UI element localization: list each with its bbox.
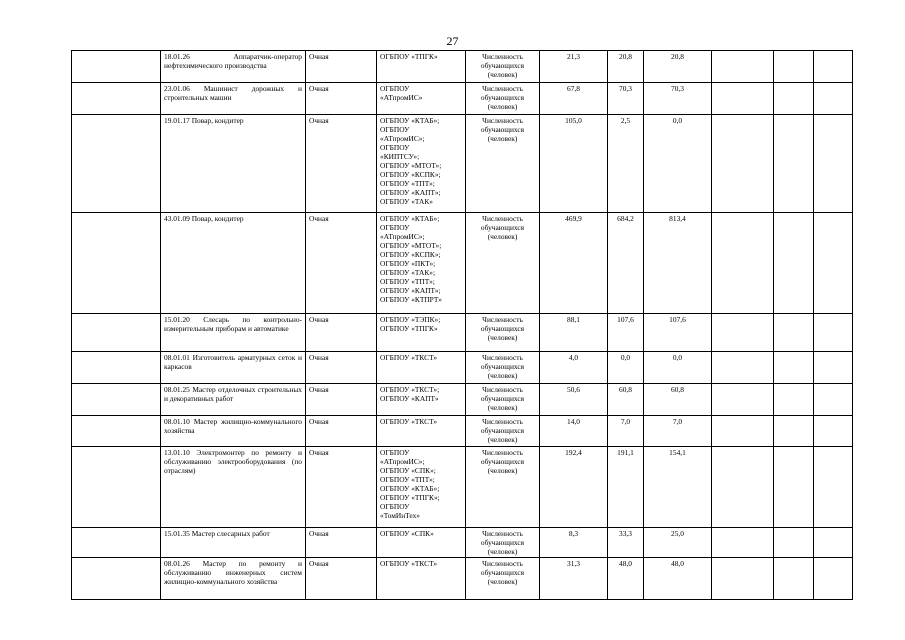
organization-name: ОГБПОУ «ТПГК» — [380, 52, 438, 61]
organizations-cell — [377, 528, 466, 558]
empty-cell — [72, 416, 161, 447]
value-cell-2: 0,0 — [608, 352, 644, 384]
specialty-name-cell: 19.01.17 Повар, кондитер — [161, 115, 306, 213]
value-cell-2: 60,8 — [608, 384, 644, 416]
empty-cell — [814, 558, 853, 600]
table-row — [72, 558, 853, 600]
value-cell-2: 684,2 — [608, 213, 644, 314]
value-cell-1: 192,4 — [540, 447, 608, 528]
organization-name: ОГБПОУ «ТКСТ» — [380, 559, 438, 568]
organization-name: ОГБПОУ «ТКСТ» — [380, 417, 438, 426]
value-cell-1: 21,3 — [540, 51, 608, 83]
organization-name: ОГБПОУ «ПКТ»; — [380, 259, 436, 268]
organization-name: ОГБПОУ — [380, 502, 410, 511]
value-cell-3: 0,0 — [644, 352, 712, 384]
unit-cell: Численность обучающихся (человек) — [466, 314, 540, 352]
unit-cell: Численность обучающихся (человек) — [466, 447, 540, 528]
empty-cell — [72, 558, 161, 600]
organizations-cell — [377, 447, 466, 528]
table-row — [72, 83, 853, 115]
empty-cell — [774, 352, 814, 384]
table-row — [72, 51, 853, 83]
value-cell-2: 20,8 — [608, 51, 644, 83]
organization-name: ОГБПОУ «ТКСТ»; — [380, 385, 440, 394]
unit-cell: Численность обучающихся (человек) — [466, 558, 540, 600]
specialty-name-cell: 13.01.10 Электромонтер по ремонту и обслуживанию электрооборудования (по отраслям) — [161, 447, 306, 528]
empty-cell — [72, 51, 161, 83]
empty-cell — [712, 447, 774, 528]
empty-cell — [72, 528, 161, 558]
unit-cell: Численность обучающихся (человек) — [466, 416, 540, 447]
organization-name: ОГБПОУ «КТАБ»; — [380, 484, 440, 493]
value-cell-2: 2,5 — [608, 115, 644, 213]
empty-cell — [814, 213, 853, 314]
study-form-cell: Очная — [306, 558, 377, 600]
empty-cell — [814, 51, 853, 83]
organization-name: ОГБПОУ «КАПТ»; — [380, 286, 441, 295]
empty-cell — [72, 115, 161, 213]
empty-cell — [712, 558, 774, 600]
organizations-cell — [377, 115, 466, 213]
empty-cell — [712, 51, 774, 83]
value-cell-3: 7,0 — [644, 416, 712, 447]
page-number: 27 — [446, 34, 459, 48]
value-cell-1: 8,3 — [540, 528, 608, 558]
value-cell-2: 48,0 — [608, 558, 644, 600]
study-form-cell: Очная — [306, 51, 377, 83]
table-row — [72, 384, 853, 416]
empty-cell — [72, 314, 161, 352]
empty-cell — [72, 213, 161, 314]
organization-name: ОГБПОУ — [380, 448, 410, 457]
organizations-cell — [377, 352, 466, 384]
value-cell-2: 107,6 — [608, 314, 644, 352]
unit-cell: Численность обучающихся (человек) — [466, 213, 540, 314]
organization-name: «КИПТСУ»; — [380, 152, 420, 161]
organization-name: ОГБПОУ «ТПТ»; — [380, 277, 435, 286]
organization-name: ОГБПОУ «СПК»; — [380, 466, 436, 475]
value-cell-1: 31,3 — [540, 558, 608, 600]
value-cell-1: 469,9 — [540, 213, 608, 314]
organization-name: ОГБПОУ «КТАБ»; — [380, 116, 440, 125]
organizations-cell — [377, 83, 466, 115]
organization-name: ОГБПОУ «КСПК»; — [380, 170, 441, 179]
empty-cell — [774, 51, 814, 83]
empty-cell — [774, 83, 814, 115]
organization-name: ОГБПОУ «МТОТ»; — [380, 161, 442, 170]
unit-cell: Численность обучающихся (человек) — [466, 51, 540, 83]
table-row — [72, 115, 853, 213]
empty-cell — [712, 314, 774, 352]
organization-name: ОГБПОУ «КСПК»; — [380, 250, 441, 259]
organizations-cell — [377, 558, 466, 600]
specialty-name-cell: 15.01.35 Мастер слесарных работ — [161, 528, 306, 558]
study-form-cell: Очная — [306, 314, 377, 352]
organizations-cell — [377, 213, 466, 314]
organization-name: ОГБПОУ — [380, 223, 410, 232]
study-form-cell: Очная — [306, 83, 377, 115]
value-cell-3: 48,0 — [644, 558, 712, 600]
data-table — [71, 50, 853, 600]
empty-cell — [814, 384, 853, 416]
empty-cell — [814, 115, 853, 213]
value-cell-3: 154,1 — [644, 447, 712, 528]
organization-name: ОГБПОУ — [380, 84, 410, 93]
organization-name: ОГБПОУ «ТПТ»; — [380, 475, 435, 484]
value-cell-1: 67,8 — [540, 83, 608, 115]
organization-name: ОГБПОУ «ТПГК»; — [380, 493, 440, 502]
table-row — [72, 447, 853, 528]
empty-cell — [72, 83, 161, 115]
organization-name: ОГБПОУ «МТОТ»; — [380, 241, 442, 250]
empty-cell — [774, 115, 814, 213]
organization-name: ОГБПОУ — [380, 125, 410, 134]
value-cell-3: 25,0 — [644, 528, 712, 558]
study-form-cell: Очная — [306, 528, 377, 558]
organization-name: ОГБПОУ «ТПГК» — [380, 324, 438, 333]
unit-cell: Численность обучающихся (человек) — [466, 384, 540, 416]
empty-cell — [774, 558, 814, 600]
empty-cell — [774, 213, 814, 314]
value-cell-2: 191,1 — [608, 447, 644, 528]
organization-name: ОГБПОУ «КТПРТ» — [380, 295, 442, 304]
empty-cell — [72, 352, 161, 384]
value-cell-1: 105,0 — [540, 115, 608, 213]
organization-name: ОГБПОУ «ТПТ»; — [380, 179, 435, 188]
table-row — [72, 352, 853, 384]
specialty-name-cell: 23.01.06 Машинист дорожных и строительных машин — [161, 83, 306, 115]
study-form-cell: Очная — [306, 115, 377, 213]
table-row — [72, 213, 853, 314]
specialty-name-cell: 08.01.10 Мастер жилищно-коммунального хозяйства — [161, 416, 306, 447]
empty-cell — [712, 213, 774, 314]
value-cell-2: 70,3 — [608, 83, 644, 115]
organization-name: ОГБПОУ «ТЭПК»; — [380, 315, 441, 324]
value-cell-3: 70,3 — [644, 83, 712, 115]
organizations-cell — [377, 384, 466, 416]
organization-name: «АТпромИС»; — [380, 457, 425, 466]
specialty-name-cell: 15.01.20 Слесарь по контрольно-измерительным приборам и автоматике — [161, 314, 306, 352]
empty-cell — [712, 83, 774, 115]
organizations-cell — [377, 416, 466, 447]
organization-name: «АТпромИС» — [380, 93, 423, 102]
organization-name: ОГБПОУ — [380, 143, 410, 152]
empty-cell — [814, 416, 853, 447]
value-cell-3: 60,8 — [644, 384, 712, 416]
empty-cell — [712, 115, 774, 213]
empty-cell — [774, 416, 814, 447]
organization-name: ОГБПОУ «КТАБ»; — [380, 214, 440, 223]
value-cell-1: 88,1 — [540, 314, 608, 352]
empty-cell — [712, 528, 774, 558]
value-cell-2: 33,3 — [608, 528, 644, 558]
organization-name: ОГБПОУ «ТАК» — [380, 197, 433, 206]
value-cell-2: 7,0 — [608, 416, 644, 447]
specialty-name-cell: 43.01.09 Повар, кондитер — [161, 213, 306, 314]
empty-cell — [72, 447, 161, 528]
organizations-cell — [377, 314, 466, 352]
organization-name: ОГБПОУ «СПК» — [380, 529, 434, 538]
organization-name: «ТомИнТех» — [380, 511, 420, 520]
study-form-cell: Очная — [306, 352, 377, 384]
table-row — [72, 528, 853, 558]
empty-cell — [774, 447, 814, 528]
value-cell-3: 813,4 — [644, 213, 712, 314]
empty-cell — [72, 384, 161, 416]
unit-cell: Численность обучающихся (человек) — [466, 83, 540, 115]
empty-cell — [712, 416, 774, 447]
empty-cell — [814, 314, 853, 352]
study-form-cell: Очная — [306, 416, 377, 447]
specialty-name-cell: 08.01.01 Изготовитель арматурных сеток и каркасов — [161, 352, 306, 384]
organization-name: ОГБПОУ «КАПТ»; — [380, 188, 441, 197]
organization-name: ОГБПОУ «ТАК»; — [380, 268, 436, 277]
empty-cell — [774, 528, 814, 558]
unit-cell: Численность обучающихся (человек) — [466, 352, 540, 384]
specialty-name-cell: 08.01.26 Мастер по ремонту и обслуживанию инженерных систем жилищно-коммунального хозяйства — [161, 558, 306, 600]
table-row — [72, 416, 853, 447]
value-cell-1: 4,0 — [540, 352, 608, 384]
unit-cell: Численность обучающихся (человек) — [466, 528, 540, 558]
empty-cell — [814, 352, 853, 384]
empty-cell — [774, 384, 814, 416]
organization-name: ОГБПОУ «ТКСТ» — [380, 353, 438, 362]
empty-cell — [814, 447, 853, 528]
study-form-cell: Очная — [306, 213, 377, 314]
empty-cell — [814, 83, 853, 115]
value-cell-3: 107,6 — [644, 314, 712, 352]
organization-name: «АТпромИС»; — [380, 232, 425, 241]
empty-cell — [774, 314, 814, 352]
organization-name: «АТпромИС»; — [380, 134, 425, 143]
study-form-cell: Очная — [306, 384, 377, 416]
empty-cell — [712, 352, 774, 384]
value-cell-3: 20,8 — [644, 51, 712, 83]
table-row — [72, 314, 853, 352]
specialty-name-cell: 18.01.26 Аппаратчик-оператор нефтехимического производства — [161, 51, 306, 83]
organizations-cell — [377, 51, 466, 83]
specialty-name-cell: 08.01.25 Мастер отделочных строительных и декоративных работ — [161, 384, 306, 416]
empty-cell — [712, 384, 774, 416]
unit-cell: Численность обучающихся (человек) — [466, 115, 540, 213]
organization-name: ОГБПОУ «КАПТ» — [380, 394, 439, 403]
value-cell-1: 50,6 — [540, 384, 608, 416]
empty-cell — [814, 528, 853, 558]
value-cell-3: 0,0 — [644, 115, 712, 213]
study-form-cell: Очная — [306, 447, 377, 528]
value-cell-1: 14,0 — [540, 416, 608, 447]
table-body — [72, 51, 853, 600]
